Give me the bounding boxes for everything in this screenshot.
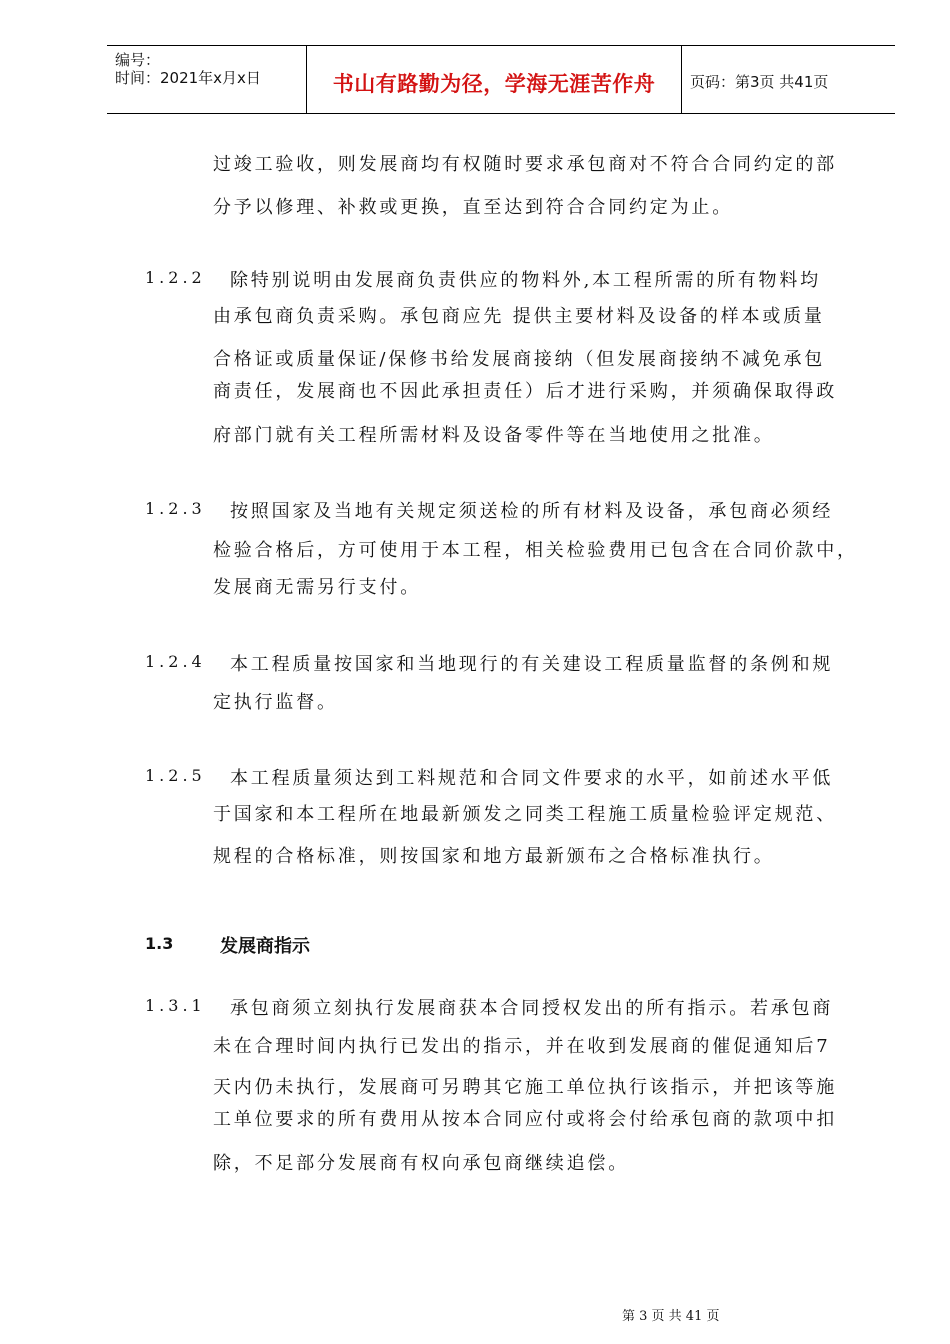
page-footer: 第 3 页 共 41 页 [622, 1309, 720, 1324]
text-line: 规程的合格标准，则按国家和地方最新颁布之合格标准执行。 [213, 846, 775, 867]
text-line: 由承包商负责采购。承包商应先 提供主要材料及设备的样本或质量 [213, 306, 825, 327]
header-page-label: 页码：第3页 共41页 [690, 73, 829, 91]
clause-number: 1.2.5 [145, 766, 206, 785]
document-number-label: 编号： [115, 51, 161, 69]
text-line: 发展商无需另行支付。 [213, 577, 421, 598]
text-line: 除，不足部分发展商有权向承包商继续追偿。 [213, 1153, 629, 1174]
section-number: 1.3 [145, 934, 174, 953]
text-line: 本工程质量按国家和当地现行的有关建设工程质量监督的条例和规 [230, 654, 834, 675]
text-line: 工单位要求的所有费用从按本合同应付或将会付给承包商的款项中扣 [213, 1109, 837, 1130]
text-line: 天内仍未执行，发展商可另聘其它施工单位执行该指示，并把该等施 [213, 1077, 837, 1098]
clause-number: 1.2.4 [145, 652, 206, 671]
text-line: 定执行监督。 [213, 692, 338, 713]
text-line: 承包商须立刻执行发展商获本合同授权发出的所有指示。若承包商 [230, 998, 834, 1019]
page-header [107, 45, 895, 114]
text-line: 未在合理时间内执行已发出的指示，并在收到发展商的催促通知后7 [213, 1036, 831, 1057]
header-motto-cell [307, 46, 682, 113]
header-motto: 书山有路勤为径，学海无涯苦作舟 [332, 72, 656, 96]
section-title: 发展商指示 [220, 936, 310, 957]
text-line: 合格证或质量保证/保修书给发展商接纳（但发展商接纳不减免承包 [213, 349, 826, 370]
clause-number: 1.3.1 [145, 996, 206, 1015]
text-line: 按照国家及当地有关规定须送检的所有材料及设备，承包商必须经 [230, 501, 834, 522]
clause-number: 1.2.2 [145, 268, 206, 287]
text-line: 府部门就有关工程所需材料及设备零件等在当地使用之批准。 [213, 425, 775, 446]
header-page-cell [682, 46, 895, 113]
text-line: 分予以修理、补救或更换，直至达到符合合同约定为止。 [213, 197, 733, 218]
clause-number: 1.2.3 [145, 499, 206, 518]
text-line: 本工程质量须达到工料规范和合同文件要求的水平，如前述水平低 [230, 768, 834, 789]
text-line: 过竣工验收，则发展商均有权随时要求承包商对不符合合同约定的部 [213, 154, 837, 175]
document-time-label: 时间：2021年x月x日 [115, 69, 261, 87]
text-line: 除特别说明由发展商负责供应的物料外,本工程所需的所有物料均 [230, 270, 821, 291]
text-line: 检验合格后，方可使用于本工程，相关检验费用已包含在合同价款中， [213, 540, 858, 561]
text-line: 商责任，发展商也不因此承担责任）后才进行采购，并须确保取得政 [213, 381, 837, 402]
header-info-cell [107, 46, 307, 113]
text-line: 于国家和本工程所在地最新颁发之同类工程施工质量检验评定规范、 [213, 804, 837, 825]
